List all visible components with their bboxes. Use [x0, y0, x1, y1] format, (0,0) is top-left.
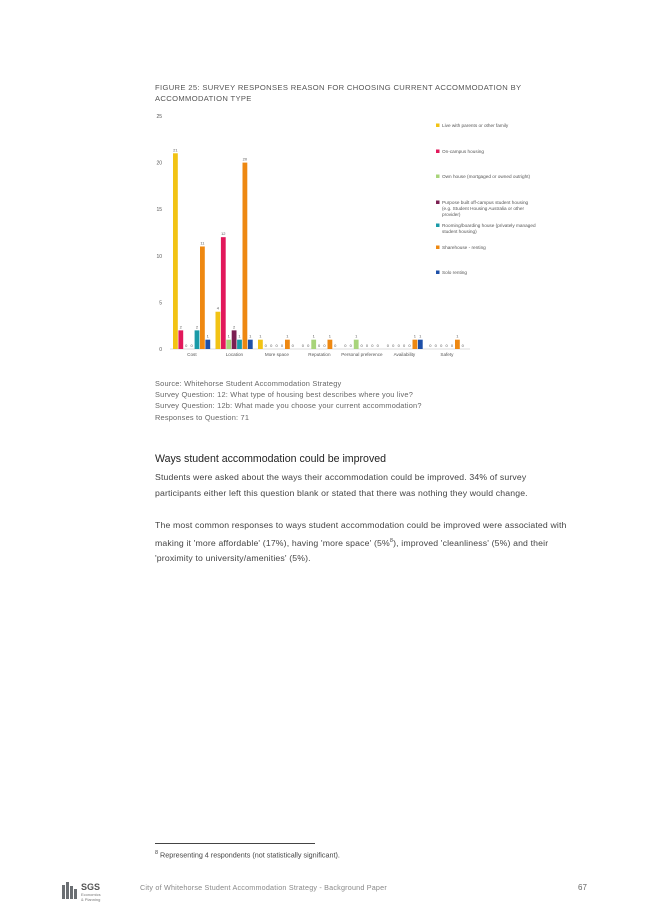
legend-label	[442, 123, 509, 128]
bar	[173, 153, 178, 349]
footnote-ref[interactable]: 8	[389, 537, 394, 544]
data-label: 1	[312, 333, 315, 339]
legend-label-line: (e.g. Student Housing Australia or other	[442, 206, 525, 211]
bar	[221, 237, 226, 349]
y-tick-label: 0	[159, 347, 162, 353]
section-heading: Ways student accommodation could be improved	[155, 453, 387, 465]
category-label: Personal preference	[341, 352, 383, 357]
data-label: 4	[216, 305, 220, 311]
data-label: 0	[365, 343, 369, 348]
data-label: 0	[344, 343, 347, 348]
data-label: 1	[328, 333, 332, 339]
data-label: 0	[360, 343, 363, 348]
data-label: 2	[195, 324, 199, 330]
footnote-divider	[155, 843, 315, 844]
data-label: 0	[445, 343, 448, 348]
data-label: 1	[286, 333, 289, 339]
legend-label-line: provider)	[442, 212, 461, 217]
bar	[248, 340, 253, 349]
figure-source	[155, 378, 422, 423]
data-label: 0	[323, 343, 326, 348]
data-label: 1	[238, 333, 241, 339]
category-label: Availability	[393, 352, 416, 357]
legend-label	[442, 149, 484, 154]
data-label: 0	[371, 343, 374, 348]
data-label: 1	[413, 333, 417, 339]
data-label: 11	[200, 240, 205, 246]
bar	[237, 340, 242, 349]
data-label: 1	[456, 333, 459, 339]
data-label: 0	[408, 343, 411, 348]
footnote-number: 8	[155, 850, 159, 856]
data-label: 0	[397, 343, 400, 348]
data-label: 0	[317, 343, 321, 348]
category-label: Safety	[440, 352, 454, 357]
bar	[205, 340, 210, 349]
legend-label-line: student housing)	[442, 229, 477, 234]
survey-question-12b: Survey Question: 12b: What made you choose your current accommodation?	[155, 401, 422, 411]
paragraph-2-end: ), improved 'cleanliness' (5%) and their 'proximity to university/amenities' (5%).	[155, 537, 549, 563]
y-tick-label: 10	[156, 253, 162, 260]
bar	[311, 340, 316, 349]
data-label: 1	[355, 333, 358, 339]
bar-chart	[140, 108, 580, 358]
responses-count: Responses to Question: 71	[155, 412, 250, 422]
legend-swatch	[436, 246, 440, 250]
data-label: 0	[270, 343, 273, 348]
legend-label-line: Solo renting	[442, 270, 468, 275]
data-label: 0	[429, 343, 432, 348]
data-label: 1	[259, 333, 262, 339]
paragraph-1: Students were asked about the ways their accommodation could be improved. 34% of survey participants either left this question blank or stated that there was nothing they would change.	[155, 472, 528, 498]
bar	[285, 340, 290, 349]
legend-swatch	[436, 175, 440, 179]
y-tick-label: 20	[156, 160, 162, 167]
bar	[178, 330, 183, 349]
legend-label-line: Rooming/boarding house (privately managed	[442, 223, 536, 228]
footnote	[155, 850, 340, 859]
data-label: 0	[280, 343, 284, 348]
bar	[328, 340, 333, 349]
paragraph-2	[155, 518, 575, 566]
data-label: 0	[450, 343, 454, 348]
logo-sub-text-2: & Planning	[81, 897, 101, 902]
survey-question-12: Survey Question: 12: What type of housing best describes where you live?	[155, 390, 414, 400]
data-label: 1	[206, 333, 209, 339]
data-label: 0	[461, 343, 464, 348]
data-label: 20	[242, 156, 248, 162]
bar	[226, 340, 231, 349]
data-label: 2	[232, 324, 236, 330]
data-label: 0	[307, 343, 310, 348]
y-tick-label: 5	[159, 300, 162, 307]
legend-label-line: Purpose built off-campus student housing	[442, 200, 529, 205]
y-tick-label: 25	[156, 114, 162, 120]
data-label: 0	[392, 343, 395, 348]
footnote-text: Representing 4 respondents (not statistically significant).	[158, 850, 340, 860]
data-label: 12	[221, 231, 226, 237]
data-label: 0	[440, 343, 443, 348]
bar	[232, 330, 237, 349]
data-label: 1	[249, 333, 252, 339]
bar	[243, 163, 248, 349]
data-label: 0	[349, 343, 352, 348]
legend-label	[442, 200, 529, 217]
legend-label	[442, 223, 536, 234]
footer-title: City of Whitehorse Student Accommodation Strategy - Background Paper	[140, 883, 387, 892]
data-label: 0	[376, 343, 379, 348]
legend-swatch	[436, 201, 440, 205]
sgs-logo	[62, 880, 110, 902]
legend-swatch	[436, 150, 440, 154]
bar	[413, 340, 418, 349]
category-label: Cost	[187, 352, 197, 357]
y-tick-label: 15	[156, 207, 162, 214]
legend-label	[442, 270, 467, 275]
data-label: 1	[419, 333, 422, 339]
data-label: 0	[264, 343, 267, 348]
logo-sub-text-1: Economics	[81, 892, 101, 897]
logo-main-text: SGS	[81, 882, 101, 892]
legend-label	[442, 245, 486, 250]
legend-swatch	[436, 224, 440, 228]
legend-swatch	[436, 124, 440, 128]
bar	[455, 340, 460, 349]
legend-label-line: Sharehouse - renting	[442, 245, 486, 250]
category-label: Reputation	[308, 352, 331, 357]
bar	[195, 330, 200, 349]
legend-label	[442, 174, 531, 179]
data-label: 1	[227, 333, 230, 339]
legend-swatch	[436, 271, 440, 275]
bar	[354, 340, 359, 349]
data-label: 0	[275, 343, 278, 348]
bar	[418, 340, 423, 349]
data-label: 2	[179, 324, 182, 330]
bar	[258, 340, 263, 349]
paragraph-2-start: The most common responses to ways student accommodation could be improved were associated with making it 'more affordable' (17%), having 'more space' (5%	[155, 520, 567, 548]
page-number: 67	[578, 883, 587, 892]
data-label: 0	[334, 343, 337, 348]
data-label: 0	[291, 343, 294, 348]
data-label: 0	[434, 343, 437, 348]
legend-label-line: Own house (mortgaged or owned outright)	[442, 174, 531, 179]
data-label: 0	[185, 343, 188, 348]
legend-label-line: On-campus housing	[442, 149, 484, 154]
data-label: 0	[301, 343, 305, 348]
category-label: More space	[264, 352, 289, 357]
legend-label-line: Live with parents or other family	[442, 123, 509, 128]
data-label: 21	[173, 147, 178, 153]
data-label: 0	[386, 343, 390, 348]
category-label: Location	[225, 352, 244, 357]
bar	[216, 312, 221, 349]
data-label: 0	[402, 343, 406, 348]
data-label: 0	[190, 343, 193, 348]
bar	[200, 246, 205, 349]
figure-title: FIGURE 25: SURVEY RESPONSES REASON FOR CHOOSING CURRENT ACCOMMODATION BY ACCOMMODATION TYPE	[155, 83, 522, 103]
source-line: Source: Whitehorse Student Accommodation Strategy	[155, 379, 342, 388]
